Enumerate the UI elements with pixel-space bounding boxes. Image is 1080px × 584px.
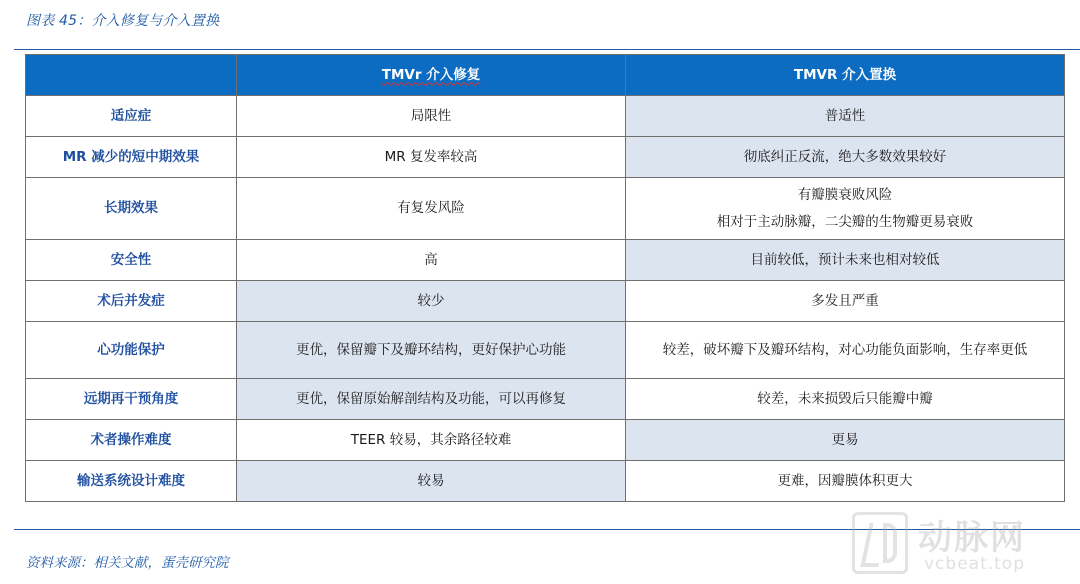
repair-cell — [237, 420, 626, 461]
replace-cell — [626, 178, 1065, 240]
replace-cell — [626, 96, 1065, 137]
top-divider — [14, 49, 1080, 50]
row-label: 输送系统设计难度 — [26, 461, 237, 502]
figure-title: 图表 45：介入修复与介入置换 — [26, 13, 220, 29]
repair-cell — [237, 461, 626, 502]
table-row — [26, 178, 1065, 240]
replace-cell-text: 更易 — [831, 431, 859, 448]
repair-cell-text: 有复发风险 — [397, 200, 465, 217]
row-label: 心功能保护 — [26, 322, 237, 379]
row-label: 远期再干预角度 — [26, 379, 237, 420]
replace-cell-text: 较差，破坏瓣下及瓣环结构，对心功能负面影响，生存率更低 — [662, 341, 1028, 358]
repair-cell-text: 较少 — [417, 292, 445, 309]
row-label: 术后并发症 — [26, 281, 237, 322]
repair-cell-text: 更优，保留瓣下及瓣环结构，更好保护心功能 — [296, 341, 566, 358]
repair-cell-text: MR 复发率较高 — [384, 148, 478, 165]
repair-cell — [237, 137, 626, 178]
replace-cell-text: 相对于主动脉瓣，二尖瓣的生物瓣更易衰败 — [716, 213, 974, 230]
repair-cell — [237, 281, 626, 322]
replace-cell-text: 彻底纠正反流，绝大多数效果较好 — [743, 148, 947, 165]
table-row — [26, 281, 1065, 322]
row-label: 适应症 — [26, 96, 237, 137]
replace-cell-text: 多发且严重 — [811, 292, 879, 309]
header-repair — [237, 55, 626, 96]
watermark — [848, 508, 1076, 580]
table-row — [26, 240, 1065, 281]
row-label: 长期效果 — [26, 178, 237, 240]
repair-cell-text: 高 — [424, 251, 438, 268]
row-label: MR 减少的短中期效果 — [26, 137, 237, 178]
header-replace: TMVR 介入置换 — [626, 55, 1065, 96]
replace-cell — [626, 420, 1065, 461]
repair-cell-text: 较易 — [417, 472, 445, 489]
replace-cell-text: 目前较低，预计未来也相对较低 — [750, 251, 940, 268]
table-row — [26, 379, 1065, 420]
table-row — [26, 96, 1065, 137]
repair-cell-text: 局限性 — [410, 107, 452, 124]
replace-cell-text: 有瓣膜衰败风险 — [797, 186, 893, 203]
table-row — [26, 420, 1065, 461]
replace-cell — [626, 379, 1065, 420]
replace-cell — [626, 461, 1065, 502]
header-corner — [26, 55, 237, 96]
repair-cell-text: TEER 较易，其余路径较难 — [350, 431, 512, 448]
replace-cell-text: 更难，因瓣膜体积更大 — [777, 472, 913, 489]
replace-cell-text: 普适性 — [824, 107, 866, 124]
table-header-row — [26, 55, 1065, 96]
comparison-table — [25, 54, 1065, 502]
replace-cell-text: 较差，未来损毁后只能瓣中瓣 — [757, 390, 933, 407]
repair-cell — [237, 379, 626, 420]
replace-cell — [626, 281, 1065, 322]
watermark-logo-icon — [852, 512, 908, 574]
repair-cell — [237, 178, 626, 240]
repair-cell — [237, 240, 626, 281]
table-row — [26, 322, 1065, 379]
replace-cell — [626, 240, 1065, 281]
row-label: 安全性 — [26, 240, 237, 281]
replace-cell — [626, 137, 1065, 178]
watermark-text-cn: 动脉网 — [918, 518, 1026, 558]
repair-cell — [237, 322, 626, 379]
table-row — [26, 137, 1065, 178]
row-label: 术者操作难度 — [26, 420, 237, 461]
replace-cell — [626, 322, 1065, 379]
header-repair-label: TMVr 介入修复 — [381, 66, 481, 83]
table-row — [26, 461, 1065, 502]
repair-cell-text: 更优，保留原始解剖结构及功能，可以再修复 — [296, 390, 566, 407]
watermark-text-en: vcbeat.top — [924, 554, 1026, 574]
repair-cell — [237, 96, 626, 137]
source-note: 资料来源：相关文献，蛋壳研究院 — [26, 555, 229, 571]
